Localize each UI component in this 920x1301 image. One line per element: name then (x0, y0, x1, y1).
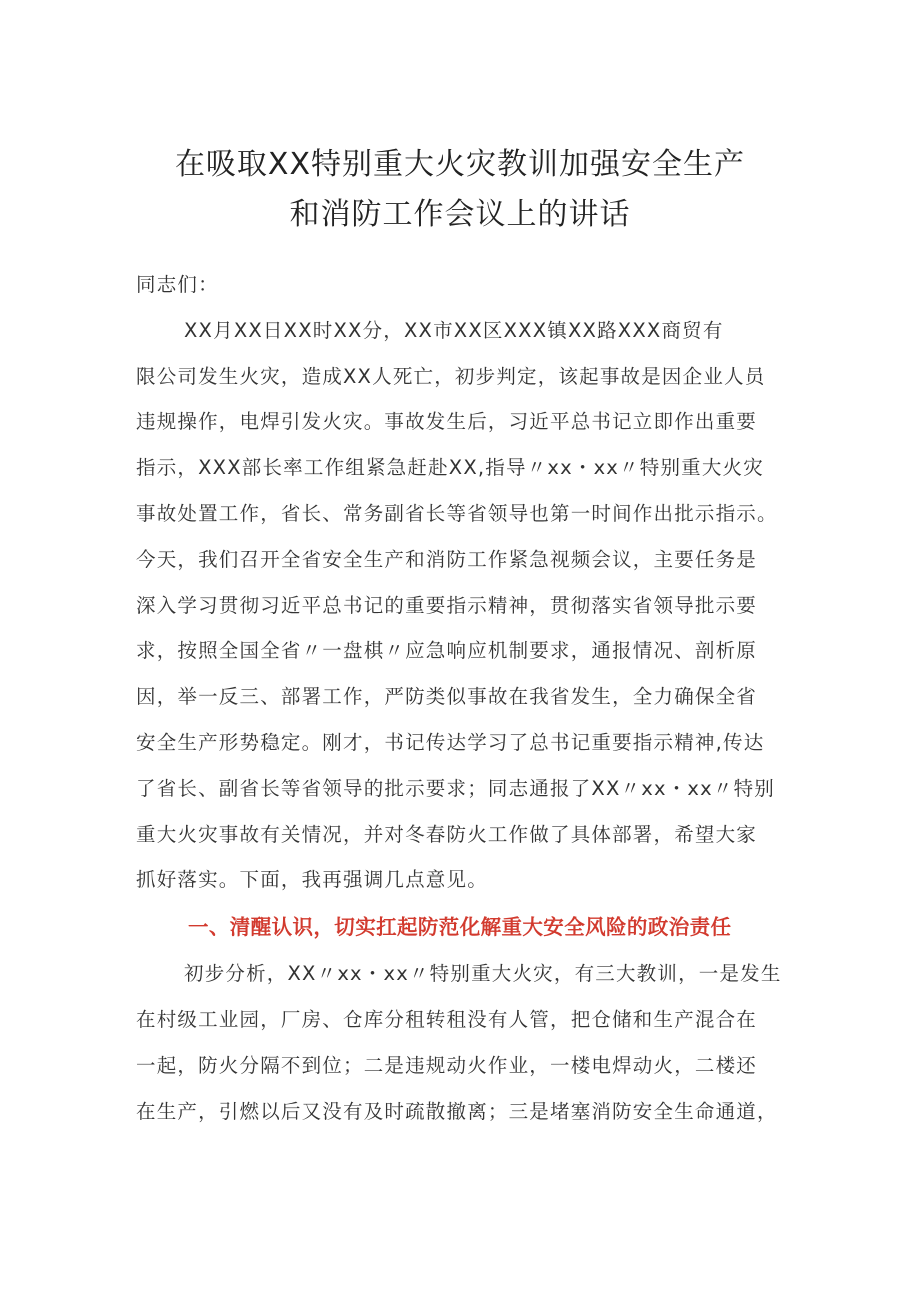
title-line: 和消防工作会议上的讲话 (289, 197, 631, 232)
document-title (100, 140, 820, 240)
title-line: 在吸取XX特别重大火灾教训加强安全生产 (174, 147, 746, 182)
paragraph-line: 初步分析，XX〃xx・xx〃特别重大火灾，有三大教训，一是发生 (184, 962, 782, 986)
paragraph-line: 事故处置工作，省长、常务副省长等省领导也第一时间作出批示指示。 (136, 501, 778, 525)
paragraph-line: 安全生产形势稳定。刚才，书记传达学习了总书记重要指示精神,传达 (136, 730, 765, 754)
paragraph-line: 在村级工业园，厂房、仓库分租转租没有人管，把仓储和生产混合在 (136, 1007, 758, 1031)
document-body (136, 262, 796, 1134)
paragraph-line: 限公司发生火灾，造成XX人死亡，初步判定，该起事故是因企业人员 (136, 364, 766, 388)
paragraph-line: XX月XX日XX时XX分，XX市XX区XXX镇XX路XXX商贸有 (184, 318, 724, 342)
paragraph-line: 深入学习贯彻习近平总书记的重要指示精神，贯彻落实省领导批示要 (136, 593, 758, 617)
paragraph-line: 因，举一反三、部署工作，严防类似事故在我省发生，全力确保全省 (136, 685, 758, 709)
paragraph-line: 今天，我们召开全省安全生产和消防工作紧急视频会议，主要任务是 (136, 547, 758, 571)
paragraph-line: 求，按照全国全省〃一盘棋〃应急响应机制要求，通报情况、剖析原 (136, 639, 758, 663)
paragraph-line: 抓好落实。下面，我再强调几点意见。 (136, 868, 488, 892)
paragraph-line: 了省长、副省长等省领导的批示要求；同志通报了XX〃xx・xx〃特别 (136, 776, 775, 800)
paragraph-line: 违规操作，电焊引发火灾。事故发生后，习近平总书记立即作出重要 (136, 410, 758, 434)
salutation: 同志们： (136, 273, 219, 296)
paragraph-line: 重大火灾事故有关情况，并对冬春防火工作做了具体部署，希望大家 (136, 822, 758, 846)
paragraph-line: 指示，XXX部长率工作组紧急赶赴XX,指导〃xx・xx〃特别重大火灾 (136, 456, 764, 480)
paragraph-line: 一起，防火分隔不到位；二是违规动火作业，一楼电焊动火，二楼还 (136, 1053, 758, 1077)
paragraph-line: 在生产，引燃以后又没有及时疏散撤离；三是堵塞消防安全生命通道， (136, 1099, 778, 1123)
section-heading: 一、清醒认识，切实扛起防范化解重大安全风险的政治责任 (188, 915, 732, 940)
